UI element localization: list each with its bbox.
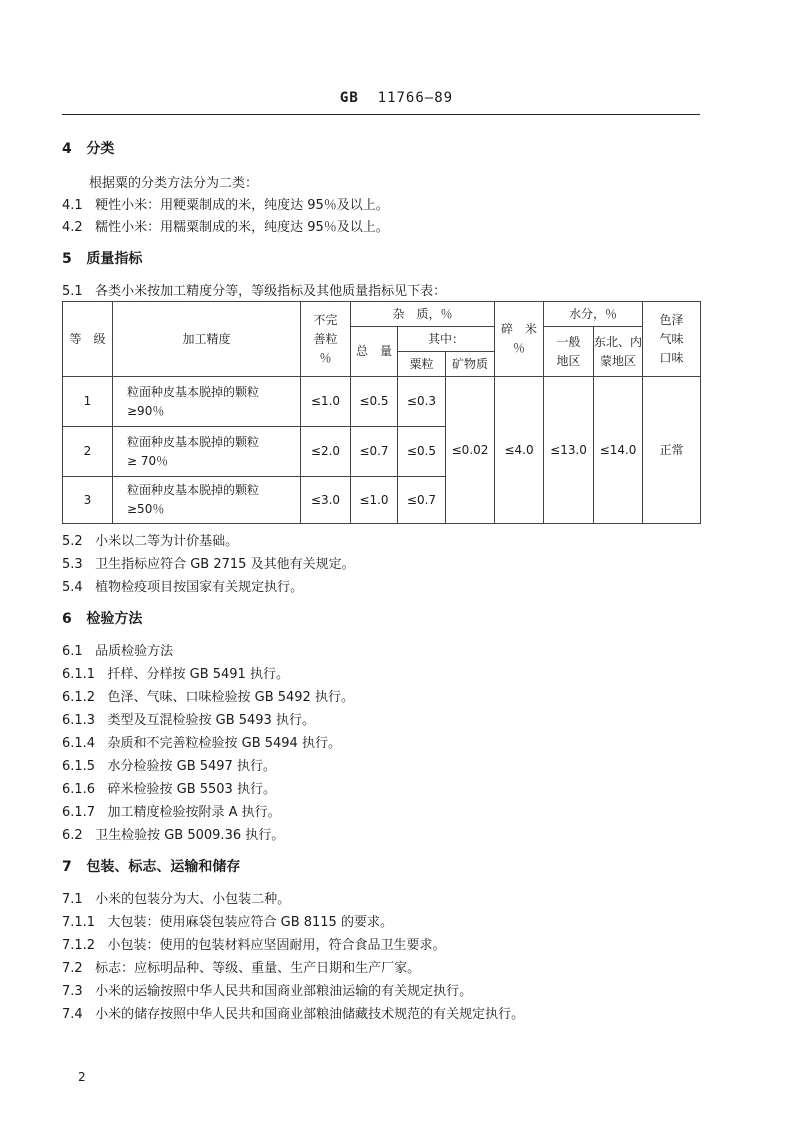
header-broken: 碎 米 ％ [495, 302, 544, 377]
clause-7-3: 7.3 小米的运输按照中华人民共和国商业部粮油运输的有关规定执行。 [62, 984, 473, 999]
clause-4-2: 4.2 糯性小米：用糯粟制成的米，纯度达 95％及以上。 [62, 220, 389, 235]
standard-code-header: GB 11766—89 [339, 90, 454, 106]
section-4-intro: 根据粟的分类方法分为二类： [89, 176, 259, 191]
header-impurity: 杂 质，％ [351, 302, 495, 327]
header-moisture-general: 一般 地区 [544, 327, 594, 377]
clause-5-2: 5.2 小米以二等为计价基础。 [62, 534, 239, 549]
precision-cell: 粒面种皮基本脱掉的颗粒 ≥90％ [113, 377, 301, 427]
clause-6-1-3: 6.1.3 类型及互混检验按 GB 5493 执行。 [62, 713, 315, 728]
section-4-heading: 4 分类 [62, 141, 115, 157]
clause-7-1-1: 7.1.1 大包装：使用麻袋包装应符合 GB 8115 的要求。 [62, 915, 393, 930]
header-imperfect: 不完 善粒 ％ [301, 302, 351, 377]
clause-5-4: 5.4 植物检疫项目按国家有关规定执行。 [62, 580, 304, 595]
grade-cell: 3 [63, 477, 113, 524]
grade-cell: 1 [63, 377, 113, 427]
section-5-heading: 5 质量指标 [62, 251, 143, 267]
imperfect-cell: ≤3.0 [301, 477, 351, 524]
color-smell-cell: 正常 [643, 377, 701, 524]
page-number: 2 [78, 1070, 86, 1084]
header-precision: 加工精度 [113, 302, 301, 377]
clause-6-1-4: 6.1.4 杂质和不完善粒检验按 GB 5494 执行。 [62, 736, 341, 751]
millet-grain-cell: ≤0.3 [398, 377, 446, 427]
clause-6-1-1: 6.1.1 扦样、分样按 GB 5491 执行。 [62, 667, 289, 682]
clause-5-3: 5.3 卫生指标应符合 GB 2715 及其他有关规定。 [62, 557, 355, 572]
clause-7-4: 7.4 小米的储存按照中华人民共和国商业部粮油储藏技术规范的有关规定执行。 [62, 1007, 525, 1022]
clause-6-1-5: 6.1.5 水分检验按 GB 5497 执行。 [62, 759, 276, 774]
header-mineral: 矿物质 [446, 352, 495, 377]
header-color-smell: 色泽 气味 口味 [643, 302, 701, 377]
clause-7-2: 7.2 标志：应标明品种、等级、重量、生产日期和生产厂家。 [62, 961, 421, 976]
clause-6-1-2: 6.1.2 色泽、气味、口味检验按 GB 5492 执行。 [62, 690, 354, 705]
imperfect-cell: ≤1.0 [301, 377, 351, 427]
impurity-total-cell: ≤1.0 [351, 477, 398, 524]
header-impurity-total: 总 量 [351, 327, 398, 377]
millet-grain-cell: ≤0.5 [398, 427, 446, 477]
clause-6-1-6: 6.1.6 碎米检验按 GB 5503 执行。 [62, 782, 276, 797]
millet-grain-cell: ≤0.7 [398, 477, 446, 524]
clause-6-1-7: 6.1.7 加工精度检验按附录 A 执行。 [62, 805, 281, 820]
section-7-heading: 7 包装、标志、运输和储存 [62, 859, 241, 875]
clause-7-1: 7.1 小米的包装分为大、小包装二种。 [62, 892, 291, 907]
broken-cell: ≤4.0 [495, 377, 544, 524]
header-moisture-northeast: 东北、内 蒙地区 [594, 327, 643, 377]
moisture-northeast-cell: ≤14.0 [594, 377, 643, 524]
header-rule [62, 114, 700, 115]
precision-cell: 粒面种皮基本脱掉的颗粒 ≥ 70％ [113, 427, 301, 477]
header-grade: 等 级 [63, 302, 113, 377]
mineral-cell: ≤0.02 [446, 377, 495, 524]
clause-6-2: 6.2 卫生检验按 GB 5009.36 执行。 [62, 828, 285, 843]
imperfect-cell: ≤2.0 [301, 427, 351, 477]
impurity-total-cell: ≤0.5 [351, 377, 398, 427]
header-millet-grain: 粟粒 [398, 352, 446, 377]
clause-5-1: 5.1 各类小米按加工精度分等，等级指标及其他质量指标见下表： [62, 284, 447, 299]
clause-6-1: 6.1 品质检验方法 [62, 644, 174, 659]
grade-cell: 2 [63, 427, 113, 477]
table-row [63, 377, 701, 427]
precision-cell: 粒面种皮基本脱掉的颗粒 ≥50％ [113, 477, 301, 524]
quality-index-table [62, 301, 701, 524]
clause-4-1: 4.1 粳性小米：用粳粟制成的米，纯度达 95％及以上。 [62, 198, 389, 213]
section-6-heading: 6 检验方法 [62, 611, 143, 627]
header-of-which: 其中： [398, 327, 495, 352]
moisture-general-cell: ≤13.0 [544, 377, 594, 524]
impurity-total-cell: ≤0.7 [351, 427, 398, 477]
header-moisture: 水分，％ [544, 302, 643, 327]
clause-7-1-2: 7.1.2 小包装：使用的包装材料应坚固耐用，符合食品卫生要求。 [62, 938, 446, 953]
